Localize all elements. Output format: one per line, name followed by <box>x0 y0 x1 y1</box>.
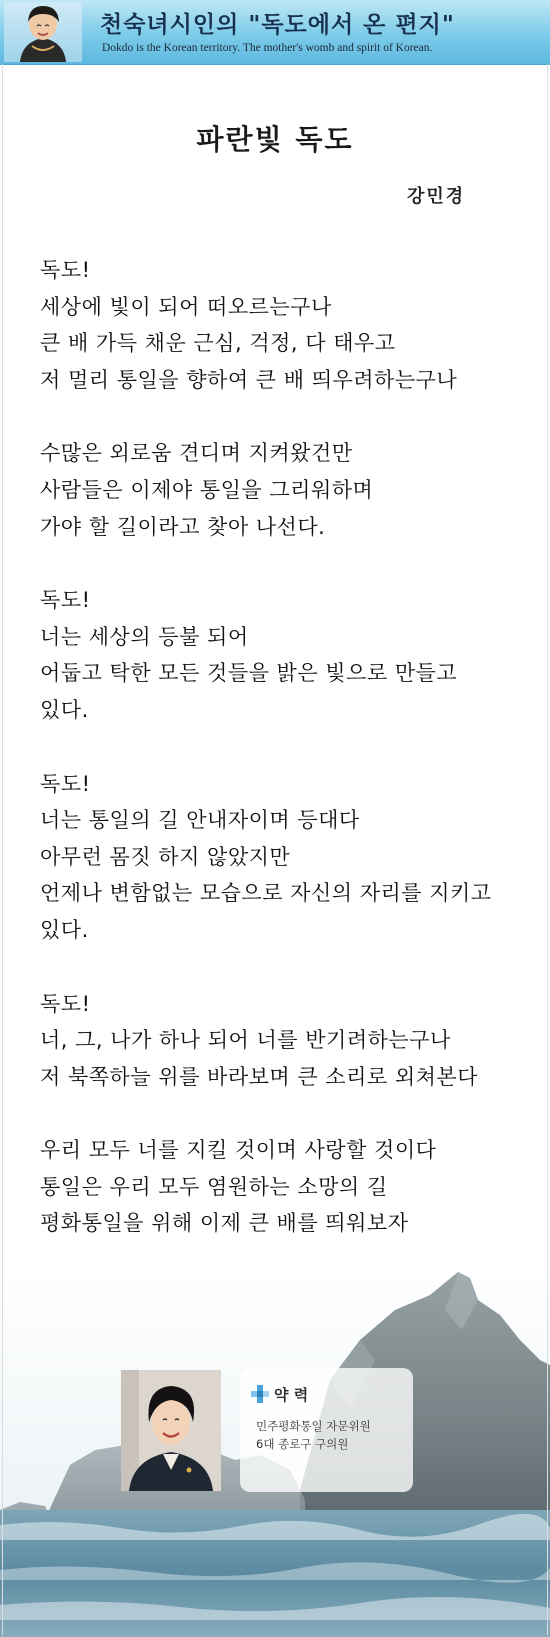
poem-line: 우리 모두 너를 지킬 것이며 사랑할 것이다 <box>40 1138 437 1163</box>
stanza <box>40 766 520 949</box>
poem-line: 큰 배 가득 채운 근심, 걱정, 다 태우고 <box>40 331 396 356</box>
banner-subtitle: Dokdo is the Korean territory. The mother's womb and spirit of Korean. <box>102 42 433 54</box>
poem-line: 평화통일을 위해 이제 큰 배를 띄워보자 <box>40 1211 409 1236</box>
poem-line: 있다. <box>40 697 89 722</box>
poem-body <box>40 252 520 1279</box>
poet-avatar <box>4 2 82 62</box>
poem-line: 너, 그, 나가 하나 되어 너를 반기려하는구나 <box>40 1028 451 1053</box>
stanza <box>40 252 520 398</box>
stanza <box>40 1132 520 1242</box>
poem-line: 저 북쪽하늘 위를 바라보며 큰 소리로 외쳐본다 <box>40 1064 478 1089</box>
poem-line: 수많은 외로움 견디며 지켜왔건만 <box>40 441 353 466</box>
poem-line: 어둡고 탁한 모든 것들을 밝은 빛으로 만들고 <box>40 661 458 686</box>
poem-line: 독도! <box>40 258 91 282</box>
poem-line: 독도! <box>40 588 91 613</box>
banner-title: 천숙녀시인의 "독도에서 온 편지" <box>100 12 455 38</box>
stanza <box>40 435 520 545</box>
poem-line: 사람들은 이제야 통일을 그리워하며 <box>40 477 374 502</box>
poem-line: 너는 통일의 길 안내자이며 등대다 <box>40 808 360 833</box>
poem-line: 가야 할 길이라고 찾아 나선다. <box>40 514 326 539</box>
bio-line: 민주평화통일 자문위원 <box>256 1419 371 1433</box>
bio-card <box>240 1368 413 1492</box>
bio-heading-text: 약 력 <box>274 1386 309 1404</box>
poem-line: 독도! <box>40 771 91 796</box>
author-photo <box>121 1370 221 1491</box>
stanza <box>40 986 520 1096</box>
stanza <box>40 582 520 728</box>
poem-line: 독도! <box>40 991 91 1016</box>
poem-line: 통일은 우리 모두 염원하는 소망의 길 <box>40 1174 388 1199</box>
poem-title: 파란빛 독도 <box>196 123 354 156</box>
poem-line: 세상에 빛이 되어 떠오르는구나 <box>40 294 332 319</box>
poem-line: 저 멀리 통일을 향하여 큰 배 띄우려하는구나 <box>40 367 458 392</box>
header-banner <box>0 0 550 65</box>
poem-line: 언제나 변함없는 모습으로 자신의 자리를 지키고 <box>40 881 492 906</box>
poem-line: 있다. <box>40 917 89 942</box>
poem-author: 강민경 <box>407 186 466 207</box>
poem-line: 너는 세상의 등불 되어 <box>40 624 249 649</box>
bio-heading <box>251 1384 308 1405</box>
bio-line: 6대 종로구 구의원 <box>256 1437 349 1451</box>
cross-icon <box>251 1385 269 1403</box>
poem-line: 아무런 몸짓 하지 않았지만 <box>40 844 291 869</box>
